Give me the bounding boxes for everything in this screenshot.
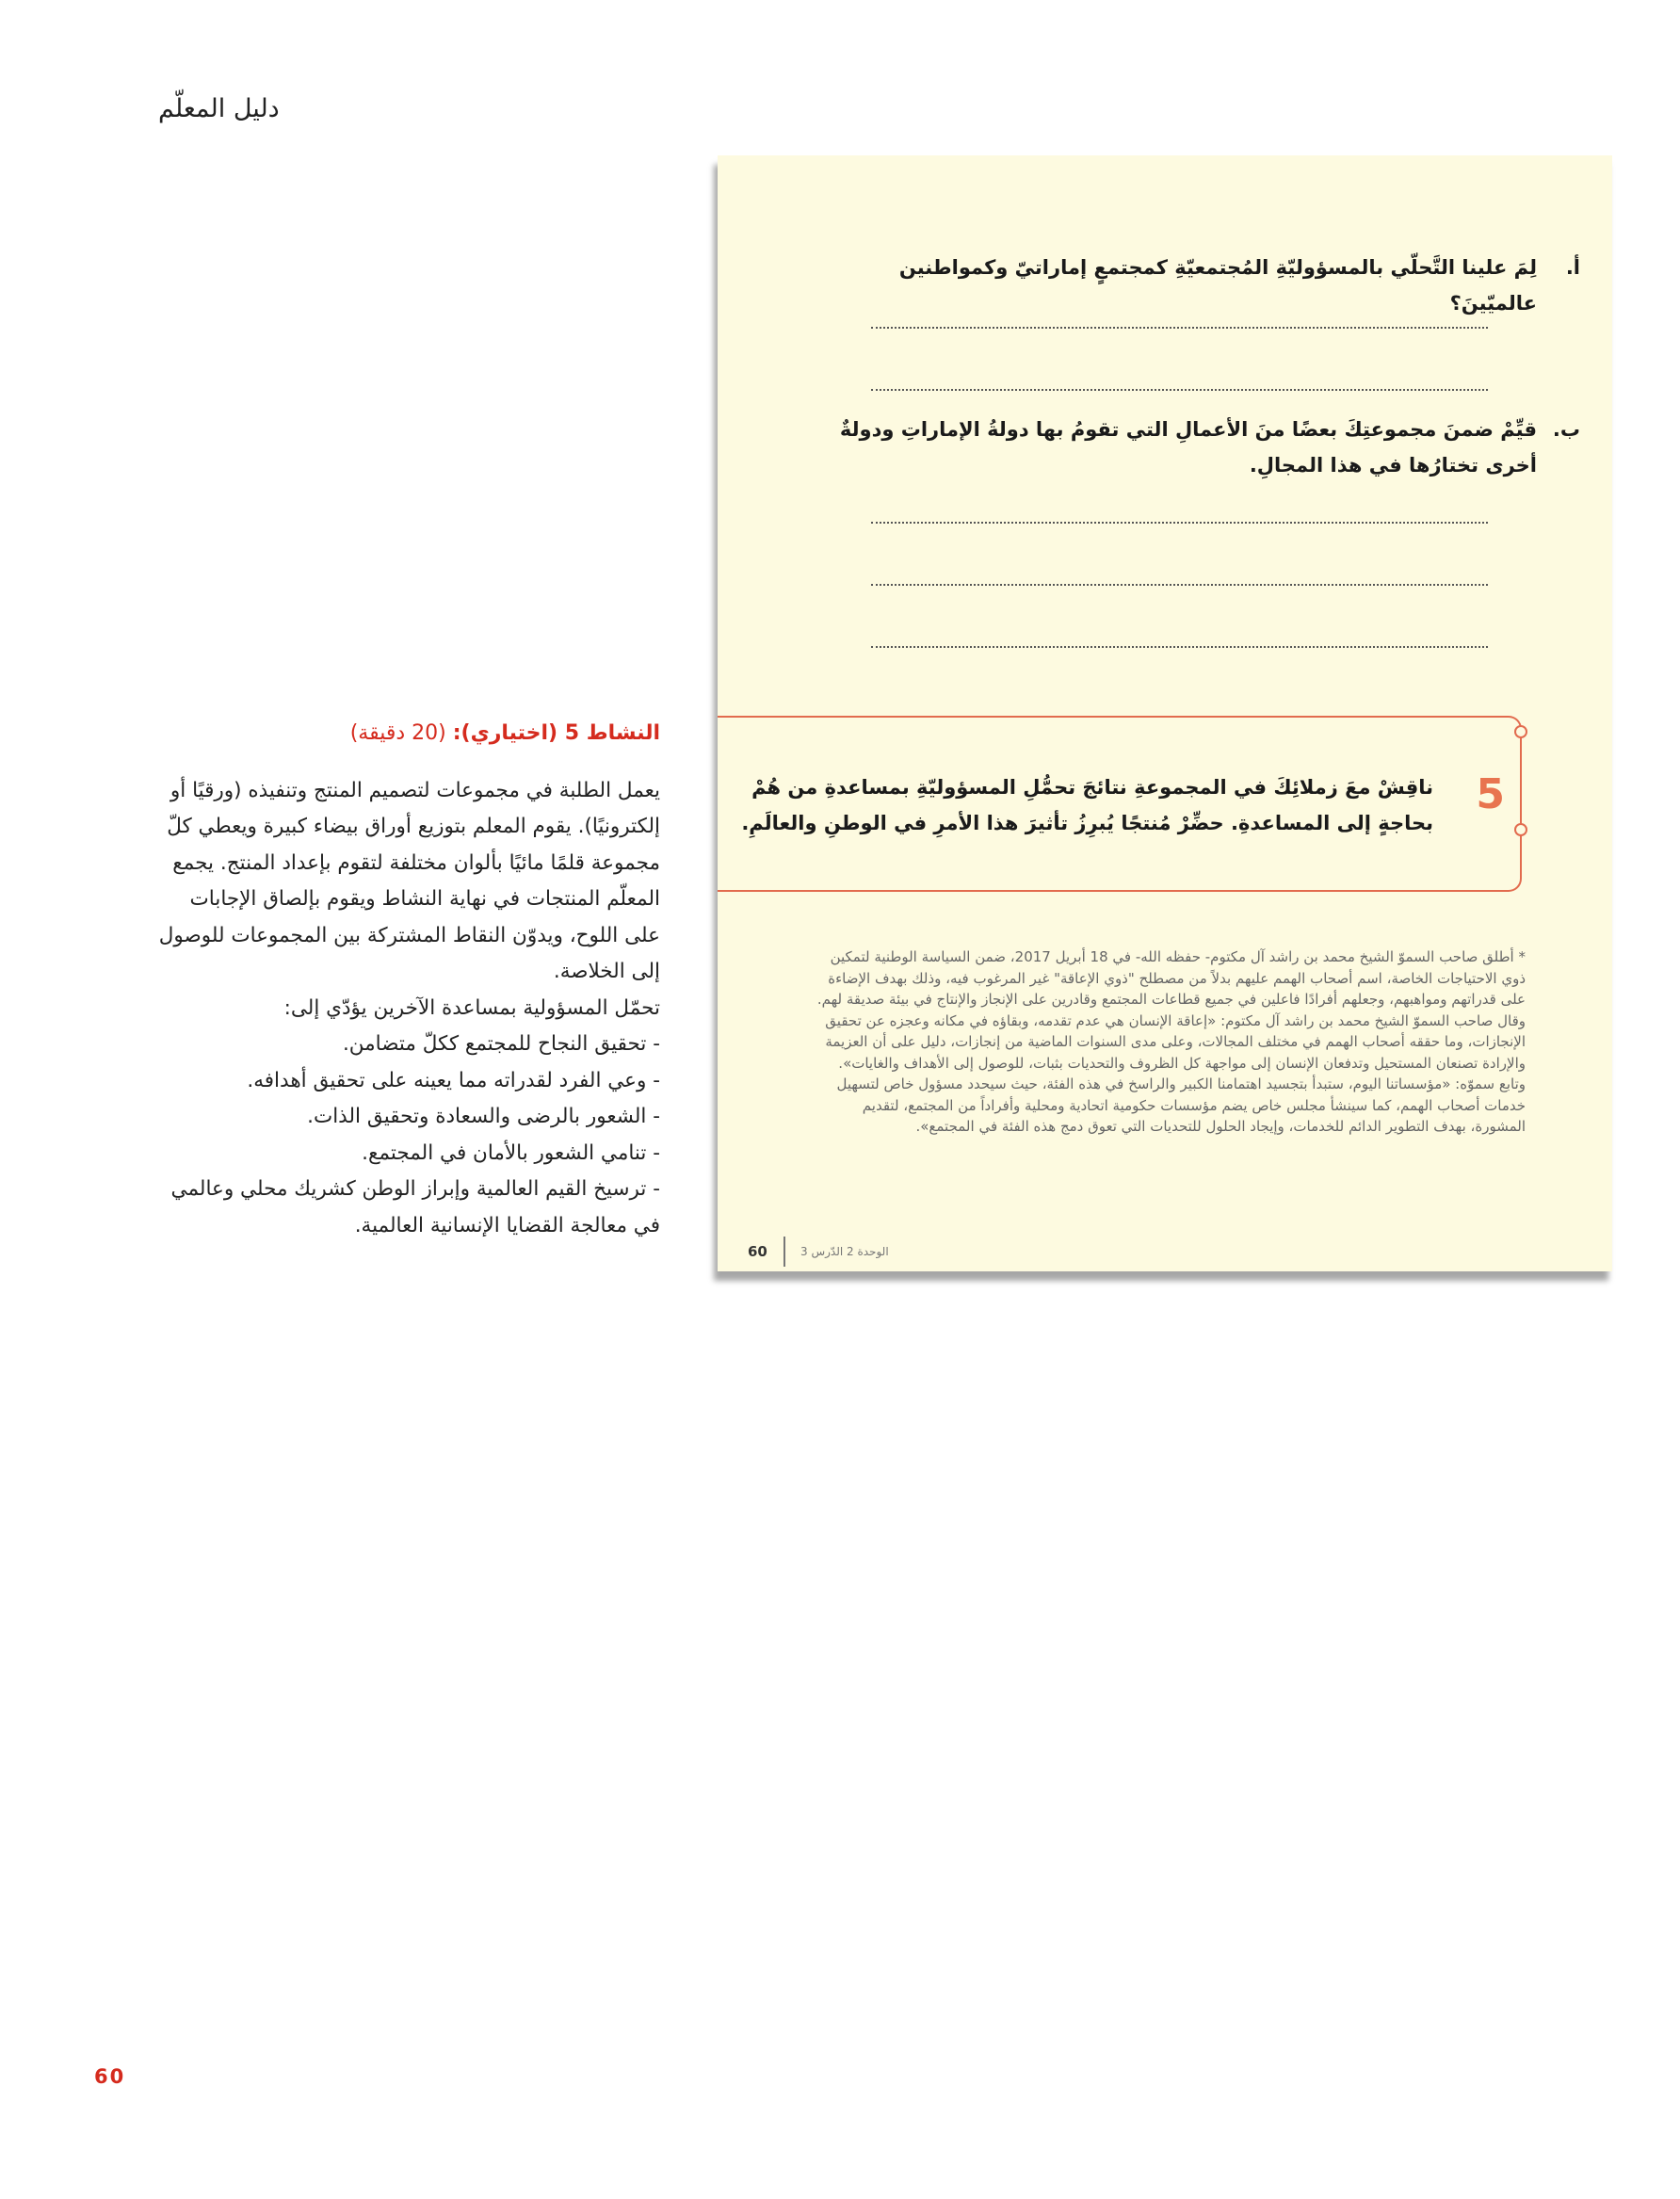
teacher-guide-column xyxy=(152,716,660,1244)
activity-frame xyxy=(718,716,1522,892)
question-b-text: قيِّمْ ضمنَ مجموعتِكَ بعضًا منَ الأعمالِ التي تقومُ بها دولةُ الإماراتِ ودولةٌ أخرى تختارُها في هذا المجالِ. xyxy=(839,418,1537,477)
student-book-page xyxy=(718,155,1612,1271)
guide-paragraph: يعمل الطلبة في مجموعات لتصميم المنتج وتنفيذه (ورقيًا أو إلكترونيًا). يقوم المعلم بتوزيع أوراق بيضاء كبيرة ويعطي كلّ مجموعة قلمًا مائيًا بألوان مختلفة لتقوم بإعداد المنتج. يجمع المعلّم المنتجات في نهاية النشاط ويقوم بإلصاق الإجابات على اللوح، ويدوّن النقاط المشتركة بين المجموعات للوصول إلى الخلاصة. xyxy=(158,778,660,983)
question-a xyxy=(821,250,1580,321)
question-b-letter: ب. xyxy=(1552,418,1580,441)
question-a-text: لِمَ علينا التَّحلّي بالمسؤوليّةِ المُجتمعيّةِ كمجتمعٍ إماراتيّ وكمواطنين عالميّينَ؟ xyxy=(898,256,1537,315)
activity-heading-title: النشاط 5 (اختياري): xyxy=(452,721,660,745)
frame-dot xyxy=(1514,823,1527,836)
answer-line xyxy=(871,389,1488,391)
guide-title: دليل المعلّم xyxy=(158,94,280,123)
list-item: - تحقيق النجاح للمجتمع ككلّ متضامن. xyxy=(342,1032,660,1056)
activity-number: 5 xyxy=(1476,770,1505,818)
question-b xyxy=(821,412,1580,483)
answer-line xyxy=(871,327,1488,329)
page-number: 60 xyxy=(94,2065,126,2088)
list-intro: تحمّل المسؤولية بمساعدة الآخرين يؤدّي إلى: xyxy=(283,995,660,1020)
answer-line xyxy=(871,522,1488,524)
question-a-letter: أ. xyxy=(1565,256,1580,279)
frame-dot xyxy=(1514,725,1527,738)
unit-lesson-label: الوحدة 2 الدّرس 3 xyxy=(800,1245,889,1258)
footnote: * أطلق صاحب السموّ الشيخ محمد بن راشد آل مكتوم- حفظه الله- في 18 أبريل 2017، ضمن السياسة الوطنية لتمكين ذوي الاحتياجات الخاصة، اسم أصحاب الهمم عليهم بدلاً من مصطلح "ذوي الإعاقة" غير المرغوب فيه، وذلك بهدف الإضاءة على قدراتهم ومواهبهم، وجعلهم أفرادًا فاعلين في جميع قطاعات المجتمع وقادرين على الإنجاز والإنتاج في بيئة صديقة لهم. وقال صاحب السموّ الشيخ محمد بن راشد آل مكتوم: «إعاقة الإنسان هي عدم تقدمه، وبقاؤه في مكانه وعجزه عن تحقيق الإنجازات، وما حققه أصحاب الهمم في مختلف المجالات، وعلى مدى السنوات الماضية من إنجازات، دليل على أن العزيمة والإرادة تصنعان المستحيل وتدفعان الإنسان إلى مواجهة كل الظروف والتحديات بثبات، للوصول إلى الأهداف والغايات». وتابع سموّه: «مؤسساتنا اليوم، ستبدأ بتجسيد اهتمامنا الكبير والراسخ في هذه الفئة، حيث سيحدد مسؤول خاص لتسهيل خدمات أصحاب الهمم، كما سينشأ مجلس خاص يضم مؤسسات حكومية اتحادية ومحلية وأفراداً من المجتمع، لتقديم المشورة، بهدف التطوير الدائم للخدمات، وإيجاد الحلول للتحديات التي تعوق دمج هذه الفئة في المجتمع». xyxy=(816,948,1526,1135)
footer-divider xyxy=(783,1237,785,1267)
activity-text: ناقِشْ معَ زملائِكَ في المجموعةِ نتائجَ تحمُّلِ المسؤوليّةِ بمساعدةِ من هُمْ بحاجةٍ إلى المساعدةِ. حضِّرْ مُنتجًا يُبرِزُ تأثيرَ هذا الأمرِ في الوطنِ والعالَمِ. xyxy=(741,776,1433,834)
list-item: - وعي الفرد لقدراته مما يعينه على تحقيق أهدافه. xyxy=(247,1068,660,1092)
list-item: - تنامي الشعور بالأمان في المجتمع. xyxy=(362,1140,660,1165)
activity-heading-time: (20 دقيقة) xyxy=(349,721,446,745)
list-item: - الشعور بالرضى والسعادة وتحقيق الذات. xyxy=(307,1105,660,1128)
outcomes-list xyxy=(152,1027,660,1244)
list-item: - ترسيخ القيم العالمية وإبراز الوطن كشريك محلي وعالمي في معالجة القضايا الإنسانية العالمية. xyxy=(170,1177,660,1237)
book-page-number: 60 xyxy=(748,1243,767,1260)
activity-heading xyxy=(152,716,660,752)
answer-line xyxy=(871,646,1488,648)
answer-line xyxy=(871,584,1488,586)
